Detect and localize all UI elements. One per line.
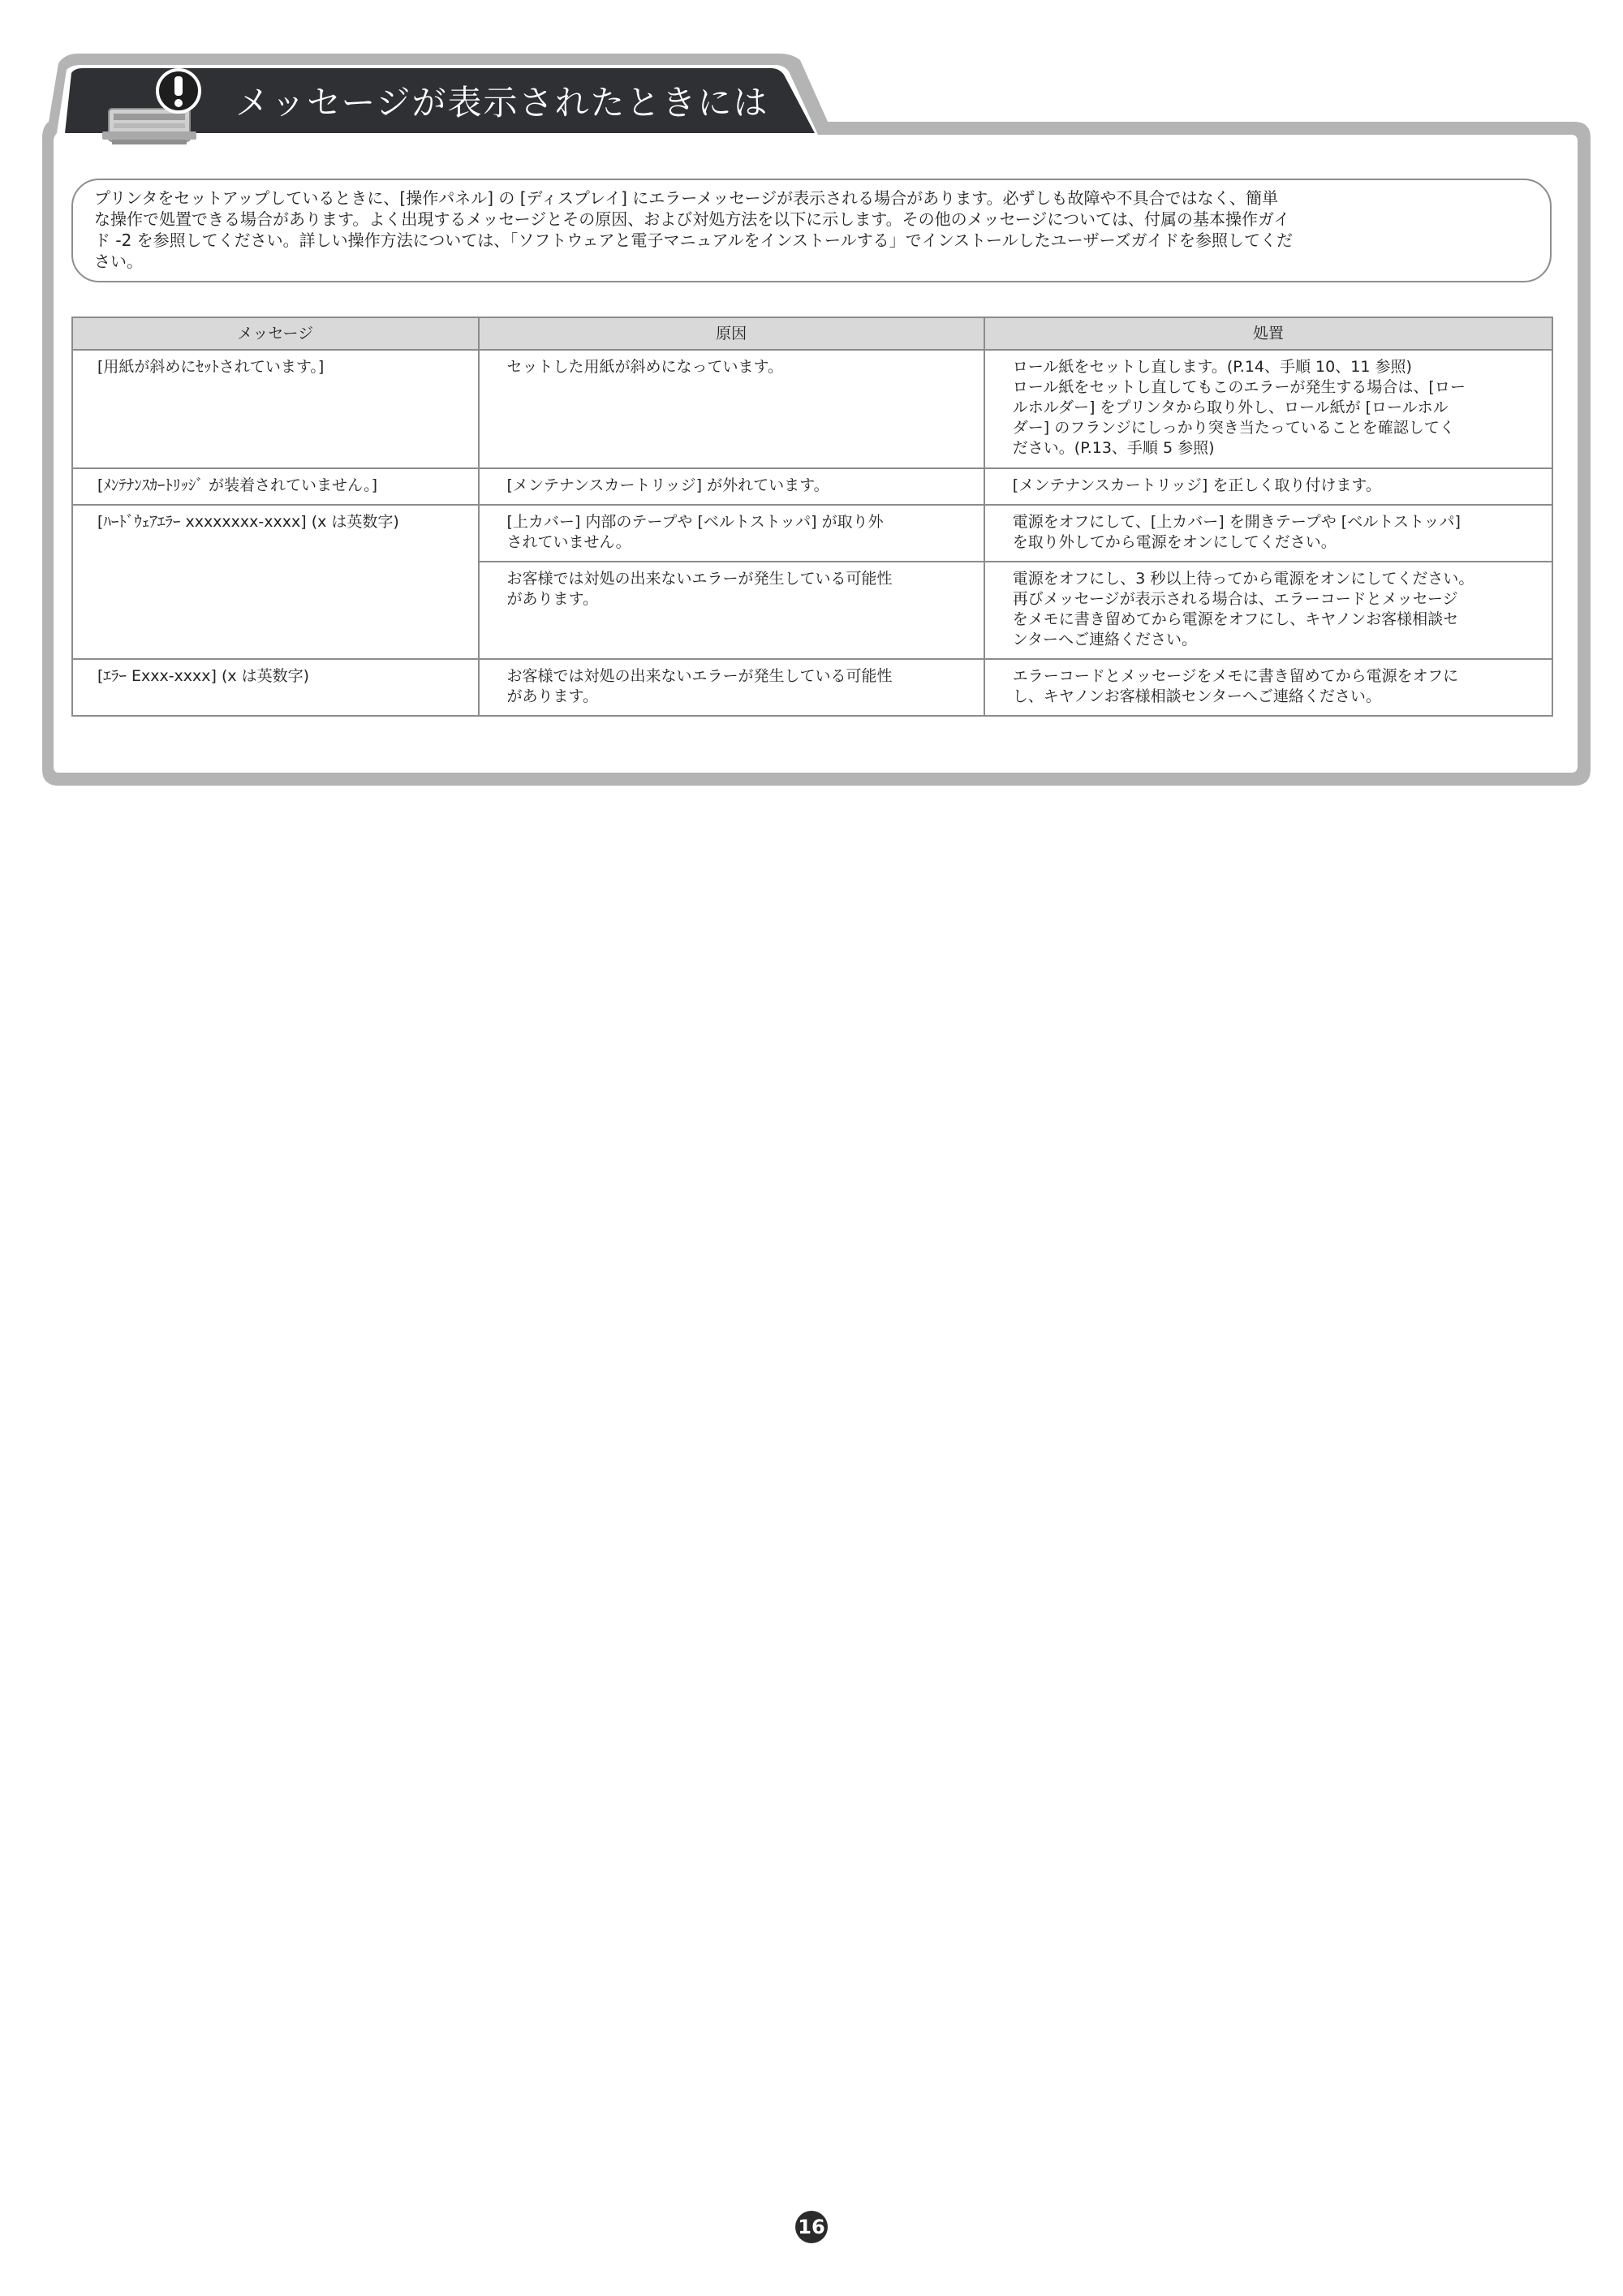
message-text: [ｴﾗｰ Exxx-xxxx] (x は英数字) [97,667,310,685]
intro-line: ド -2 を参照してください。詳しい操作方法については、「ソフトウェアと電子マニュアルをインストールする」でインストールしたユーザーズガイドを参照してくだ [94,230,1294,250]
printer-icon [102,109,196,144]
cause-cell [479,468,984,505]
action-text: ンターへご連絡ください。 [1012,631,1198,648]
cause-text: セットした用紙が斜めになっています。 [506,358,783,376]
action-text: ルホルダー] をプリンタから取り外し、ロール紙が [ロールホル [1012,398,1449,416]
header-message: メッセージ [72,317,479,350]
table-row [72,505,1552,562]
action-cell [984,468,1552,505]
message-cell [72,350,479,468]
message-cell [72,505,479,659]
action-text: 電源をオフにして、[上カバー] を開きテープや [ベルトストッパ] [1012,513,1461,531]
intro-box [71,179,1552,282]
cause-cell [479,505,984,562]
header-cause: 原因 [479,317,984,350]
message-cell [72,468,479,505]
message-text: [ﾊｰﾄﾞｳｪｱｴﾗｰ xxxxxxxx-xxxx] (x は英数字) [97,513,399,531]
action-cell [984,350,1552,468]
action-text: ロール紙をセットし直します。(P.14、手順 10、11 参照) [1012,358,1412,376]
header-action: 処置 [984,317,1552,350]
intro-line: さい。 [94,252,143,271]
page-title: メッセージが表示されたときには [235,83,769,123]
action-text: ださい。(P.13、手順 5 参照) [1012,439,1215,457]
action-text: をメモに書き留めてから電源をオフにし、キヤノンお客様相談セ [1012,610,1459,628]
intro-line: プリンタをセットアップしているときに、[操作パネル] の [ディスプレイ] にエラーメッセージが表示される場合があります。必ずしも故障や不具合ではなく、簡単 [94,188,1279,208]
message-text: [用紙が斜めにｾｯﾄされています。] [97,358,325,376]
action-cell [984,659,1552,716]
cause-text: されていません。 [506,533,631,551]
action-text: ロール紙をセットし直してもこのエラーが発生する場合は、[ロー [1012,378,1466,396]
action-text: エラーコードとメッセージをメモに書き留めてから電源をオフに [1012,667,1459,685]
action-cell [984,505,1552,562]
action-text: し、キヤノンお客様相談センターへご連絡ください。 [1012,687,1381,705]
error-message-table [71,317,1553,717]
page-number-badge: 16 [795,2211,828,2243]
cause-cell [479,659,984,716]
table-row [72,350,1552,468]
action-cell [984,562,1552,659]
message-text: [ﾒﾝﾃﾅﾝｽｶｰﾄﾘｯｼﾞ が装着されていません。] [97,476,378,494]
cause-text: [上カバー] 内部のテープや [ベルトストッパ] が取り外 [506,513,884,531]
action-text: を取り外してから電源をオンにしてください。 [1012,533,1337,551]
cause-text: [メンテナンスカートリッジ] が外れています。 [506,476,829,494]
action-text: 電源をオフにし、3 秒以上待ってから電源をオンにしてください。 [1012,570,1474,588]
cause-text: お客様では対処の出来ないエラーが発生している可能性 [506,570,893,588]
cause-text: があります。 [506,687,598,705]
action-text: [メンテナンスカートリッジ] を正しく取り付けます。 [1012,476,1381,494]
table-row [72,659,1552,716]
cause-text: お客様では対処の出来ないエラーが発生している可能性 [506,667,893,685]
cause-text: があります。 [506,590,598,608]
warning-icon [157,70,200,112]
action-text: ダー] のフランジにしっかり突き当たっていることを確認してく [1012,419,1455,437]
message-cell [72,659,479,716]
cause-cell [479,562,984,659]
cause-cell [479,350,984,468]
table-header-row [72,317,1552,350]
intro-line: な操作で処置できる場合があります。よく出現するメッセージとその原因、および対処方法を以下に示します。その他のメッセージについては、付属の基本操作ガイ [94,209,1290,229]
action-text: 再びメッセージが表示される場合は、エラーコードとメッセージ [1012,590,1458,608]
table-row [72,468,1552,505]
